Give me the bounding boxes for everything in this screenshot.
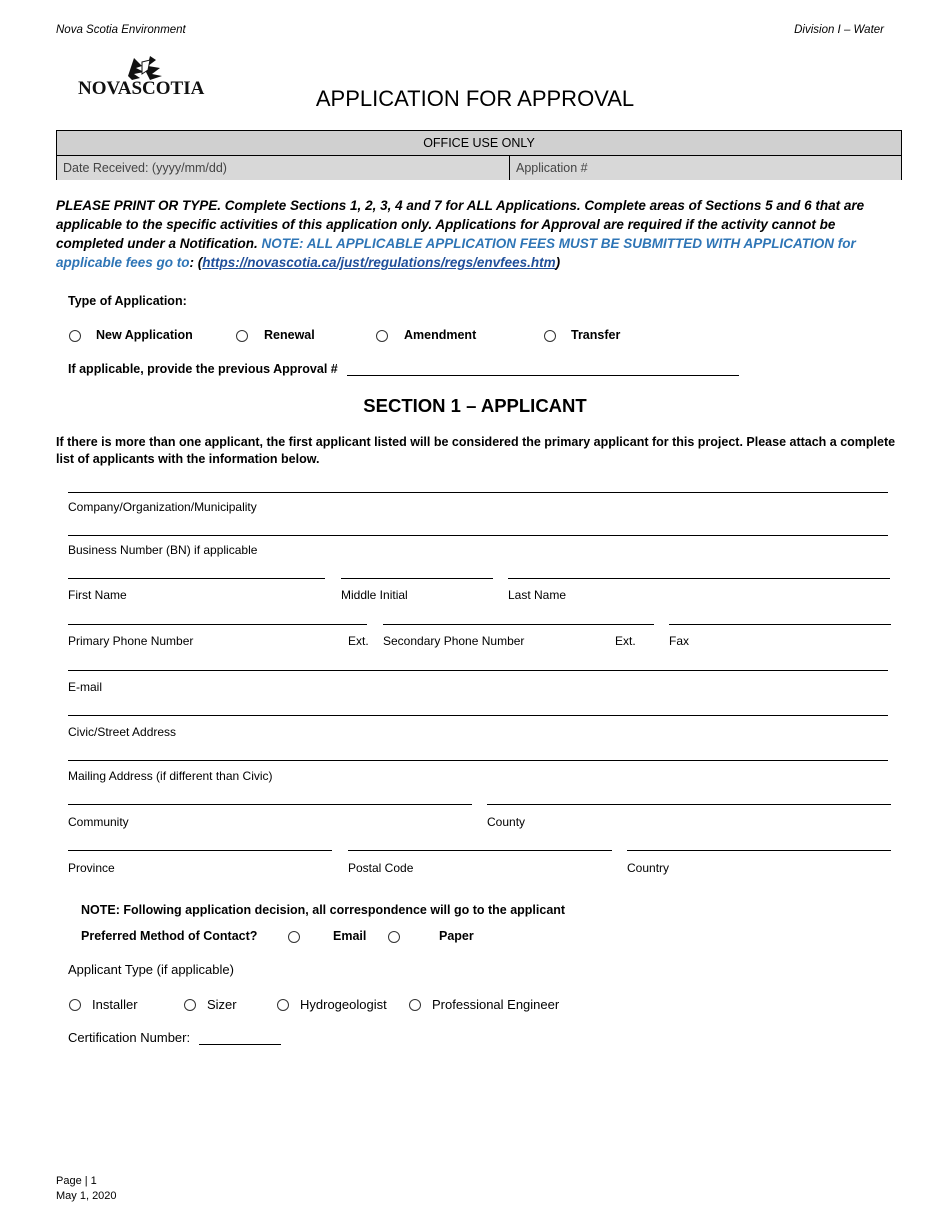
secondary-phone-label: Secondary Phone Number — [383, 634, 525, 648]
installer-label: Installer — [92, 997, 138, 1012]
first-name-label: First Name — [68, 588, 127, 602]
amendment-radio[interactable] — [376, 329, 388, 347]
middle-initial-input[interactable] — [341, 578, 493, 579]
secondary-ext-label: Ext. — [615, 634, 636, 648]
section-1-note: If there is more than one applicant, the first applicant listed will be considered the primary applicant for this project. Please attach a complete list of applicants with the information below. — [56, 435, 896, 466]
contact-paper-radio[interactable] — [388, 930, 400, 948]
civic-address-input[interactable] — [68, 715, 888, 716]
logo-text: NOVASCOTIA — [78, 78, 205, 99]
primary-phone-input[interactable] — [68, 624, 367, 625]
company-label: Company/Organization/Municipality — [68, 500, 257, 514]
postal-code-input[interactable] — [348, 850, 612, 851]
business-number-input[interactable] — [68, 535, 888, 536]
office-use-box — [56, 130, 902, 180]
date-received-field[interactable]: Date Received: (yyyy/mm/dd) — [57, 156, 510, 180]
professional-engineer-label: Professional Engineer — [432, 997, 560, 1012]
sizer-radio[interactable] — [184, 998, 196, 1016]
installer-radio[interactable] — [69, 998, 81, 1016]
fees-close: ) — [555, 255, 561, 270]
certification-label: Certification Number: — [68, 1030, 191, 1045]
preferred-contact-label: Preferred Method of Contact? — [81, 929, 258, 943]
renewal-label: Renewal — [264, 328, 315, 342]
company-input[interactable] — [68, 492, 888, 493]
renewal-radio[interactable] — [236, 329, 248, 347]
certification-input[interactable] — [199, 1044, 281, 1045]
contact-email-radio[interactable] — [288, 930, 300, 948]
business-number-label: Business Number (BN) if applicable — [68, 543, 258, 557]
fees-link[interactable]: https://novascotia.ca/just/regulations/regs/envfees.htm — [202, 255, 556, 270]
province-label: Province — [68, 861, 115, 875]
header-department: Nova Scotia Environment — [56, 24, 186, 36]
mailing-address-label: Mailing Address (if different than Civic) — [68, 769, 273, 783]
footer-page-number: Page | 1 — [56, 1175, 97, 1187]
fax-input[interactable] — [669, 624, 891, 625]
hydrogeologist-label: Hydrogeologist — [300, 997, 387, 1012]
middle-initial-label: Middle Initial — [341, 588, 408, 602]
section-1-title: SECTION 1 – APPLICANT — [363, 395, 587, 416]
previous-approval-input[interactable] — [347, 375, 739, 376]
hydrogeologist-radio[interactable] — [277, 998, 289, 1016]
sizer-label: Sizer — [207, 997, 237, 1012]
applicant-type-label: Applicant Type (if applicable) — [68, 962, 234, 977]
fees-note: NOTE: ALL APPLICABLE APPLICATION FEES MUST BE SUBMITTED WITH APPLICATION for applicable fees go to — [56, 236, 856, 270]
professional-engineer-radio[interactable] — [409, 998, 421, 1016]
amendment-label: Amendment — [404, 328, 477, 342]
postal-code-label: Postal Code — [348, 861, 414, 875]
contact-paper-label: Paper — [439, 929, 474, 943]
civic-address-label: Civic/Street Address — [68, 725, 177, 739]
secondary-phone-input[interactable] — [383, 624, 654, 625]
county-label: County — [487, 815, 526, 829]
contact-email-label: Email — [333, 929, 367, 943]
country-label: Country — [627, 861, 670, 875]
email-label: E-mail — [68, 680, 103, 694]
community-input[interactable] — [68, 804, 472, 805]
header-division: Division I – Water — [794, 24, 884, 36]
last-name-label: Last Name — [508, 588, 567, 602]
transfer-radio[interactable] — [544, 329, 556, 347]
fax-label: Fax — [669, 634, 690, 648]
transfer-label: Transfer — [571, 328, 621, 342]
last-name-input[interactable] — [508, 578, 890, 579]
fees-colon: : ( — [189, 255, 203, 270]
page-title: APPLICATION FOR APPROVAL — [315, 86, 635, 111]
office-use-heading: OFFICE USE ONLY — [57, 131, 901, 156]
email-input[interactable] — [68, 670, 888, 671]
application-number-field[interactable]: Application # — [516, 161, 588, 175]
new-application-radio[interactable] — [69, 329, 81, 347]
correspondence-note: NOTE: Following application decision, all correspondence will go to the applicant — [81, 903, 566, 917]
province-input[interactable] — [68, 850, 332, 851]
country-input[interactable] — [627, 850, 891, 851]
instructions-text: PLEASE PRINT OR TYPE. Complete Sections 1, 2, 3, 4 and 7 for ALL Applications. Complete areas of Sections 5 and 6 that are applicable to the specific activities of this application only. Applications for Approval are required if the activity cannot be completed under a Notification. — [56, 198, 865, 251]
previous-approval-label: If applicable, provide the previous Approval # — [68, 362, 338, 376]
new-application-label: New Application — [96, 328, 193, 342]
first-name-input[interactable] — [68, 578, 325, 579]
primary-ext-label: Ext. — [348, 634, 369, 648]
primary-phone-label: Primary Phone Number — [68, 634, 194, 648]
instructions-paragraph — [56, 196, 896, 272]
type-of-application-label: Type of Application: — [68, 294, 187, 308]
county-input[interactable] — [487, 804, 891, 805]
footer-date: May 1, 2020 — [56, 1190, 117, 1202]
community-label: Community — [68, 815, 129, 829]
mailing-address-input[interactable] — [68, 760, 888, 761]
